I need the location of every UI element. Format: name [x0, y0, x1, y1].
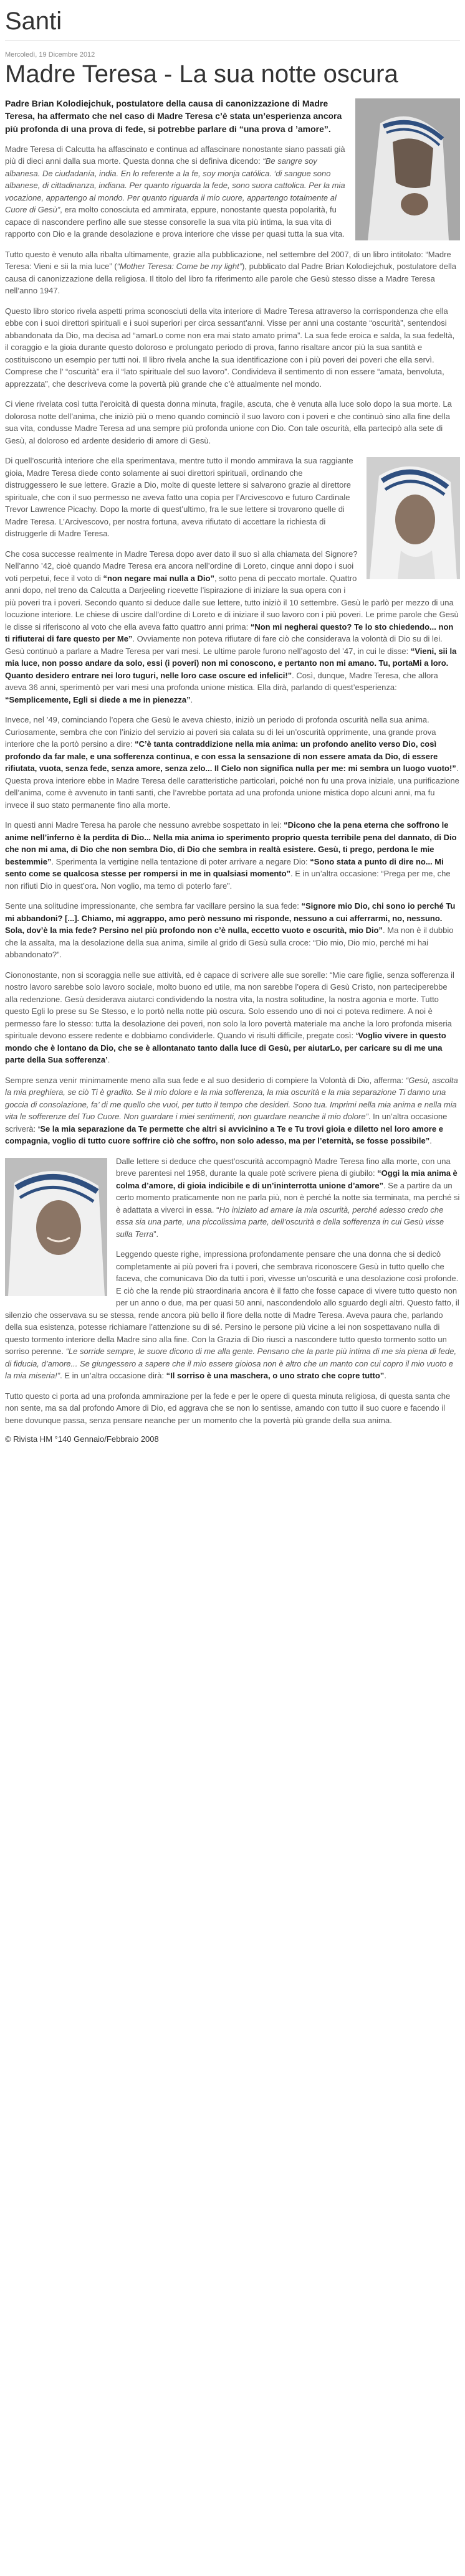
text-span: . In un’altra occasione scriverà:: [5, 1112, 448, 1134]
bold-quote: “Dicono che la pena eterna che soffrono le anime nell’inferno è la perdita di Dio... Nella mia anima io sperimento proprio questa terribile pena del dannato, di Dio che non mi ama, di Dio che non sembra Dio, di Dio che sembra in realtà esistere. Gesù, ti prego, perdona le mie bestemmie”: [5, 820, 457, 866]
mother-teresa-portrait-photo: [367, 457, 460, 579]
text-span: .: [190, 694, 193, 704]
quote-span: “Le sorride sempre, le suore dicono di me alla gente. Pensano che la parte più intima di me sia piena di fede, di fiducia, d’amore... Se giungessero a sapere che il mio essere gioiosa non è altro che un manto con cui copro il mio vuoto e la mia miseria!”: [5, 1347, 457, 1381]
bold-quote: “non negare mai nulla a Dio”: [103, 573, 214, 583]
bold-quote: “C’è tanta contraddizione nella mia anima: un profondo anelito verso Dio, così profondo da far male, e una sofferenza continua, e con essa la sensazione di non essere amata da Dio, di essere rifiutata, vuota, senza fede, senza amore, senza zelo... Il Cielo non significa nulla per me: mi sembra un luogo vuoto!”: [5, 739, 456, 774]
mother-teresa-smiling-photo: [5, 1158, 107, 1296]
quote-span: “Mother Teresa: Come be my light”: [117, 262, 242, 272]
text-span: Sempre senza venir minimamente meno alla sua fede e al suo desiderio di compiere la Volontà di Dio, afferma:: [5, 1075, 406, 1085]
text-span: . Questa prova interiore ebbe in Madre Teresa delle caratteristiche particolari, poiché non fu una prova iniziale, una purificazione dell’anima, come è avvenuto in tanti santi, che l’avrebbe portata ad una profonda unione mistica dopo alcuni anni, ma fu invece il suo stato permanente fino alla morte.: [5, 764, 459, 810]
paragraph-8: [5, 819, 460, 892]
text-span: .: [429, 1136, 432, 1146]
paragraph-5: Di quell’oscurità interiore che ella sperimentava, mentre tutto il mondo ammirava la sua raggiante gioia, Madre Teresa diede conto solamente ai suoi direttori spirituali, ordinando che distruggessero le sue lettere. Grazie a Dio, molte di queste lettere si salvarono grazie al direttore spirituale, che con il suo permesso ne aveva fatto una copia per l’Arcivescovo e futuro Cardinale Trevor Lawrence Picachy. Dopo la morte di quest’ultimo, fra le sue lettere si trovarono quelle di Madre Teresa. L’Arcivescovo, per nostra fortuna, aveva rifiutato di accettare la richiesta di distruggerle di Madre Teresa.: [5, 456, 353, 539]
quote-span: “Gesù, ascolta la mia preghiera, se ciò Ti è gradito. Se il mio dolore e la mia sofferenza, la mia oscurità e la mia separazione Ti danno una goccia di consolazione, fa’ di me quello che vuoi, per tutto il tempo che desideri. Sono tua. Imprimi nella mia anima e nella mia vita le sofferenze del Tuo Cuore. Non guardare i miei sentimenti, non guardare neanche il mio dolore”: [5, 1075, 458, 1122]
post-title[interactable]: Madre Teresa - La sua notte oscura: [5, 60, 398, 88]
bold-quote: “Signore mio Dio, chi sono io perché Tu mi abbandoni? [...]. Chiamo, mi aggrappo, amo però nessuno mi risponde, nessuno a cui afferrarmi, no, nessuno. Sola, dov’è la mia fede? Persino nel più profondo non c’è nulla, eccetto vuoto e oscurità, mio Dio”: [5, 901, 456, 935]
text-span: . Così, dunque, Madre Teresa, che allora aveva 36 anni, sperimentò per vari mesi una profonda unione mistica. Ella dirà, parlando di quest’esperienza:: [5, 670, 438, 693]
text-span: ), pubblicato dal Padre Brian Kolodiejchuk, postulatore della causa di canonizzazione della religiosa. Il titolo del libro fa riferimento alle parole che Gesù stesso disse a Madre Teresa nell’anno 1947.: [5, 262, 457, 296]
bold-quote: “Oggi la mia anima è colma d’amore, di gioia indicibile e di un’ininterrotta unione d’amore”: [116, 1168, 458, 1190]
text-span: Invece, nel ’49, cominciando l’opera che Gesù le aveva chiesto, iniziò un periodo di profonda oscurità nella sua anima. Curiosamente, sembra che con l’inizio del servizio ai poveri sia calata su di lei un’oscurità opprimente, una grande prova interiore che la portò persino a dire:: [5, 715, 436, 749]
bold-quote: “Sono stata a punto di dire no... Mi sento come se qualcosa stesse per rompersi in me in qualsiasi momento”: [5, 856, 444, 879]
text-span: Ciononostante, non si scoraggia nelle sue attività, ed è capace di scrivere alle sue sorelle: “Mie care figlie, senza sofferenza il nostro lavoro sarebbe solo lavoro sociale, molto buono ed utile, ma non sarebbe l’opera di Gesù Cristo, non parteciperebbe alla redenzione. Gesù desiderava aiutarci condividendo la nostra vita, la nostra solitudine, la nostra agonia e morte. Tutto questo Egli lo prese su Se Stesso, e lo portò nella notte più oscura. Solo essendo uno di noi ci poteva redimere. A noi è permesso fare lo stesso: tutta la desolazione dei poveri, non solo la loro povertà materiale ma anche la loro profonda miseria spirituale devono essere redente e dobbiamo condividerle. Quando vi risulti difficile, pregate così:: [5, 970, 454, 1041]
mother-teresa-praying-photo: [355, 98, 460, 240]
bold-quote: ‘Voglio vivere in questo mondo che è lontano da Dio, che se è allontanato tanto dalla luce di Gesù, per aiutarLo, per caricare su di me una parte della Sua sofferenza’: [5, 1031, 446, 1065]
post-date: Mercoledì, 19 Dicembre 2012: [5, 51, 95, 59]
paragraph-2: [5, 249, 460, 297]
text-span: . E in un’altra occasione dirà:: [60, 1371, 166, 1381]
bold-quote: “Non mi negherai questo? Te lo sto chiedendo... non ti rifiuterai di fare questo per Me”: [5, 622, 454, 644]
paragraph-4: Ci viene rivelata così tutta l’eroicità di questa donna minuta, fragile, ascuta, che è venuta alla luce solo dopo la sua morte. La dolorosa notte dell’anima, che iniziò più o meno quando cominciò il suo lavoro con i poveri e che continuò sino alla fine della sua vita, condusse Madre Teresa ad una sempre più profonda unione con Dio. Con tale oscurità, ella partecipò alla sete di Gesù, al doloroso ed ardente desiderio di amore di Gesù.: [5, 399, 452, 445]
text-span: Tutto questo è venuto alla ribalta ultimamente, grazie alla pubblicazione, nel settembre del 2007, di un libro intitolato: “Madre Teresa: Vieni e sii la mia luce” (: [5, 249, 451, 272]
text-span: Sente una solitudine impressionante, che sembra far vacillare persino la sua fede:: [5, 901, 302, 911]
text-span: ”.: [153, 1229, 159, 1239]
text-span: .: [107, 1055, 110, 1065]
source-footer: © Rivista HM °140 Gennaio/Febbraio 2008: [5, 1434, 159, 1444]
lead-paragraph: Padre Brian Kolodiejchuk, postulatore della causa di canonizzazione di Madre Teresa, ha affermato che nel caso di Madre Teresa c’è stata un’esperienza ancora più profonda di una prova di fede, si potrebbe parlare di “una prova d ’amore”.: [5, 98, 342, 134]
text-span: . Ma non è il dubbio che la assalta, ma la desolazione della sua anima, simile al grido di Gesù sulla croce: “Dio mio, Dio mio, perché mi hai abbandonato?”.: [5, 926, 454, 960]
text-span: Dalle lettere si deduce che quest’oscurità accompagnò Madre Teresa fino alla morte, con una breve parentesi nel 1958, durante la quale potè scrivere piena di giubilo:: [116, 1156, 451, 1178]
paragraph-3: Questo libro storico rivela aspetti prima sconosciuti della vita interiore di Madre Teresa attraverso la corrispondenza che ella ebbe con i suoi direttori spirituali e i suoi superiori per circa sessant’anni. Visse per anni una costante “oscurità”, sentendosi abbandonata da Dio, ma decisa ad “amarLo come non era mai stato amato prima”. La sua fede eroica e salda, la sua fedeltà, il coraggio e la gioia durante questo doloroso e prolungato periodo di prova, fanno risaltare ancor più la sua santità e costituiscono un esempio per tutti noi. Il libro rivela anche la sua identificazione con i più poveri dei poveri che ella servì. Comprese che l’ “oscurità” era il “lato spirituale del suo lavoro”. Condivideva il sentimento di non essere “amata, benvoluta, apprezzata”, che descriveva come la povertà più grande che c’è attualmente nel mondo.: [5, 306, 455, 389]
text-span: , sotto pena di peccato mortale. Quattro anni dopo, nel treno da Calcutta a Darjeeling ricevette l’ispirazione di iniziare la sua opera con i più poveri tra i poveri. Secondo quanto si deduce dalle sue lettere, tutto iniziò il 10 settembre. Gesù le parlò per mezzo di una locuzione interiore. Le chiese di uscire dall’ordine di Loreto e di iniziare il suo lavoro con i più poveri. Le prime parole che Gesù le disse si riferiscono al voto che ella aveva fatto quattro anni prima:: [5, 573, 459, 632]
blog-title[interactable]: Santi: [5, 7, 62, 35]
text-span: Che cosa successe realmente in Madre Teresa dopo aver dato il suo sì alla chiamata del Signore? Nell’anno ’42, cioè quando Madre Teresa era ancora nell’ordine di Loreto, cinque anni dopo i suoi voti perpetui, fece il voto di: [5, 549, 358, 583]
paragraph-9: [5, 900, 460, 961]
text-span: , era molto conosciuta ed ammirata, eppure, nonostante questa popolarità, fu capace di nascondere perfino alle sue stesse consorelle la sua vita più intima, la sua vita di rapporto con Dio e la grande desolazione e prova interiore che visse per quasi tutta la sua vita.: [5, 205, 345, 239]
quote-span: Ho iniziato ad amare la mia oscurità, perché adesso credo che essa sia una parte, una piccolissima parte, dell’oscurità e della sofferenza in cui Gesù visse sulla Terra: [116, 1205, 444, 1239]
text-span: .: [384, 1371, 386, 1381]
text-span: . Ovviamente non poteva rifiutare di fare ciò che considerava la volontà di Dio su di lei. Gesù continuò a parlare a Madre Teresa per vari mesi. Le ultime parole furono nell’agosto del ’47, in cui le disse:: [5, 634, 443, 656]
bold-quote: “Il sorriso è una maschera, o uno strato che copre tutto”: [166, 1371, 385, 1381]
paragraph-14: Tutto questo ci porta ad una profonda ammirazione per la fede e per le opere di questa minuta religiosa, di questa santa che non sente, ma sa dal profondo Amore di Dio, ed aggrava che se non lo sentisse, amando con tutto il suo cuore e facendo il bene dovunque passa, senza pensare neanche per un momento che la povertà più grande della sua anima.: [5, 1391, 451, 1425]
header-divider: [5, 40, 460, 41]
bold-quote: “Semplicemente, Egli si diede a me in pienezza”: [5, 694, 191, 704]
paragraph-7: [5, 714, 460, 811]
text-span: Leggendo queste righe, impressiona profondamente pensare che una donna che si dedicò completamente ai più poveri fra i poveri, che sembrava riconoscere Gesù in tutto quello che faceva, che comunicava Dio da tutti i pori, vivesse un’oscurità e una desolazione così profonde. E ciò che la rende più straordinaria ancora è il fatto che fosse capace di vivere tutto questo non per un anno o due, ma per quasi 50 anni, nascondendolo allo sguardo degli altri. Questo fatto, il silenzio che osservava su se stessa, rende ancora più bello il fiore della notte di Madre Teresa. Aveva paura che, parlando della sua esistenza, potesse richiamare l’attenzione su di sé. Persino le persone più vicine a lei non sospettavano nulla di questo tormento interiore della Madre sino alla fine. Con la Grazia di Dio riuscì a nascondere tutto questo tormento sotto un sorriso perenne.: [5, 1249, 459, 1357]
bold-quote: “Vieni, sii la mia luce, non posso andare da solo, essi (i poveri) non mi conoscono, e pertanto non mi amano. Tu, portaMi a loro. Quanto desidero entrare nei loro tuguri, nelle loro case oscure ed infelici!”: [5, 646, 457, 680]
paragraph-11: [5, 1074, 460, 1147]
text-span: . Se a partire da un certo momento praticamente non ne parla più, non è perché la notte sia terminata, ma perché si è adattata a viverci in essa. “: [116, 1180, 460, 1215]
paragraph-10: [5, 969, 460, 1066]
bold-quote: ‘Se la mia separazione da Te permette che altri si avvicinino a Te e Tu trovi gioia e diletto nel loro amore e compagnia, voglio di tutto cuore soffrire ciò che soffro, non solo adesso, ma per l’eternità, se fosse possibile”: [5, 1124, 443, 1146]
text-span: . Sperimenta la vertigine nella tentazione di poter arrivare a negare Dio:: [51, 856, 310, 866]
text-span: Madre Teresa di Calcutta ha affascinato e continua ad affascinare nonostante siano passati già più di dieci anni dalla sua morte. Questa donna che si definiva dicendo:: [5, 144, 345, 166]
text-span: . E in un’altra occasione: “Prega per me, che non rifiuti Dio in quest’ora. Non voglio, ma temo di poterlo fare”.: [5, 869, 451, 891]
quote-span: “Be sangre soy albanesa. De ciudadanía, india. En lo referente a la fe, soy monja católica. ‘di sangue sono albanese, di cittadinanza, indiana. Per quanto riguarda la fede, sono suora cattolica. Per la mia vocazione, appartengo al mondo. Per quanto riguarda il mio cuore, appartengo totalmente al Cuore di Gesù”: [5, 156, 345, 215]
text-span: In questi anni Madre Teresa ha parole che nessuno avrebbe sospettato in lei:: [5, 820, 284, 830]
